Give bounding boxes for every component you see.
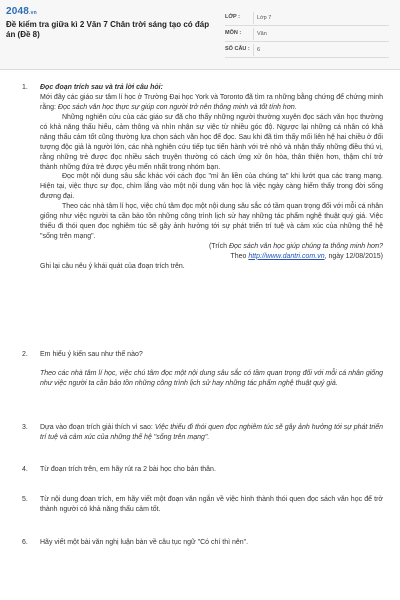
citation-text: (Trích (208, 243, 229, 250)
page-title: Đề kiểm tra giữa kì 2 Văn 7 Chân trời sáng tạo có đáp án (Đề 8) (6, 20, 210, 40)
citation-date: , ngày 12/08/2015) (324, 252, 383, 260)
meta-key: LỚP : (225, 13, 240, 20)
question-body (40, 423, 383, 443)
citation-source (40, 252, 383, 262)
passage-paragraph (40, 93, 383, 113)
quoted-opinion: Theo các nhà tâm lí học, việc chú tâm đọc một nội dung sâu sắc có tầm quan trọng đối với mỗi cá nhân giống như việc người ta cần bảo tồn những công trình lịch sử hay những tác phẩm nghệ thuật quý giá. (40, 369, 383, 387)
passage-paragraph: Những nghiên cứu của các giáo sư đã cho thấy những người thường xuyên đọc sách văn học thường có khả năng thấu hiểu, cảm thông và nhìn nhận sự việc từ nhiều góc độ. Ngược lại những cá nhân có khả năng thấu cảm tốt cũng thường lựa chọn sách văn học để đọc. Sau khi đã tìm thấy mối liên hệ hai chiều ở đối tượng độc giả là người lớn, các nhà nghiên cứu tiếp tục tiến hành với trẻ nhỏ và nhận thấy những điều thú vị, rằng những trẻ được đọc nhiều sách truyện thường có cách ứng xử ôn hòa, thân thiện hơn, thậm chí trở thành những đứa trẻ được yêu mến nhất trong nhóm bạn. (40, 113, 383, 171)
meta-row-subject (225, 26, 389, 42)
question-number: 4. (22, 466, 28, 473)
question-prompt: Ghi lại câu nêu ý khái quát của đoạn trích trên. (40, 262, 185, 270)
source-link[interactable]: http://www.dantri.com.vn (248, 252, 325, 260)
question-prompt (40, 423, 383, 443)
citation-text: Theo (230, 252, 249, 260)
question-prompt: Từ đoạn trích trên, em hãy rút ra 2 bài học cho bản thân. (40, 466, 216, 473)
passage-italic: Đọc sách văn học thực sự giúp con người trở nên thông minh và tốt tính hơn. (57, 103, 297, 111)
question-instruction: Đọc đoạn trích sau và trả lời câu hỏi: (40, 84, 163, 91)
question-body (40, 538, 383, 548)
meta-row-count (225, 42, 389, 58)
question-body (40, 350, 383, 389)
passage-paragraph: Theo các nhà tâm lí học, việc chú tâm đọc một nội dung sâu sắc có tầm quan trọng đối với mỗi cá nhân giống như việc người ta cần bảo tồn những công trình lịch sử hay những tác phẩm nghệ thuật quý giá. Việc thiếu đi thói quen đọc nghiêm túc sẽ gây ảnh hưởng tới sự phát triển trí tuệ và cảm xúc của những thế hệ "sống trên mạng". (40, 203, 383, 241)
citation-italic: Đọc sách văn học giúp chúng ta thông minh hơn? (228, 243, 383, 250)
passage-text: Mới đây các giáo sư tâm lí học ở Trường Đại học York và Toronto đã tìm ra những bằng chứng để chứng minh rằng: (40, 93, 383, 111)
question-number: 3. (22, 424, 28, 431)
question-prompt: Em hiểu ý kiến sau như thế nào? (40, 351, 143, 358)
prompt-text: Dựa vào đoạn trích giải thích vì sao: (40, 424, 155, 431)
site-logo[interactable] (6, 5, 37, 19)
logo-suffix: .vn (29, 10, 37, 16)
meta-value: 6 (253, 44, 389, 56)
question-prompt: Hãy viết một bài văn nghị luận bàn về câu tục ngữ "Có chí thì nên". (40, 539, 249, 546)
question-body (40, 83, 383, 272)
meta-row-class (225, 10, 389, 26)
passage-paragraph: Đọc một nội dung sâu sắc khác với cách đọc "mì ăn liền của chúng ta" khi lướt qua các trang mạng. Hiện tại, việc thực sự đọc, chìm lắng vào một nội dung văn học là việc ngày càng hiếm thấy trong đời sống đương đại. (40, 173, 383, 201)
question-number: 1. (22, 84, 28, 91)
question-number: 2. (22, 351, 28, 358)
question-body (40, 495, 383, 515)
meta-value: Lớp 7 (253, 12, 389, 24)
meta-table (225, 10, 389, 58)
meta-value: Văn (253, 28, 389, 40)
logo-text: 2048 (6, 6, 30, 17)
citation-title (40, 242, 383, 252)
prompt-italic: Việc thiếu đi thói quen đọc nghiêm túc sẽ gây ảnh hưởng tới sự phát triển trí tuệ và cảm xúc của những thế hệ "sống trên mạng". (40, 424, 383, 441)
question-number: 6. (22, 539, 28, 546)
question-number: 5. (22, 496, 28, 503)
document-header (0, 0, 400, 70)
question-body (40, 465, 383, 475)
meta-key: MÔN : (225, 29, 242, 36)
question-prompt: Từ nội dung đoạn trích, em hãy viết một đoạn văn ngắn về việc hình thành thói quen đọc sách văn học để trở thành người có khả năng thấu cảm tốt. (40, 496, 383, 513)
meta-key: SỐ CÂU : (225, 45, 250, 52)
